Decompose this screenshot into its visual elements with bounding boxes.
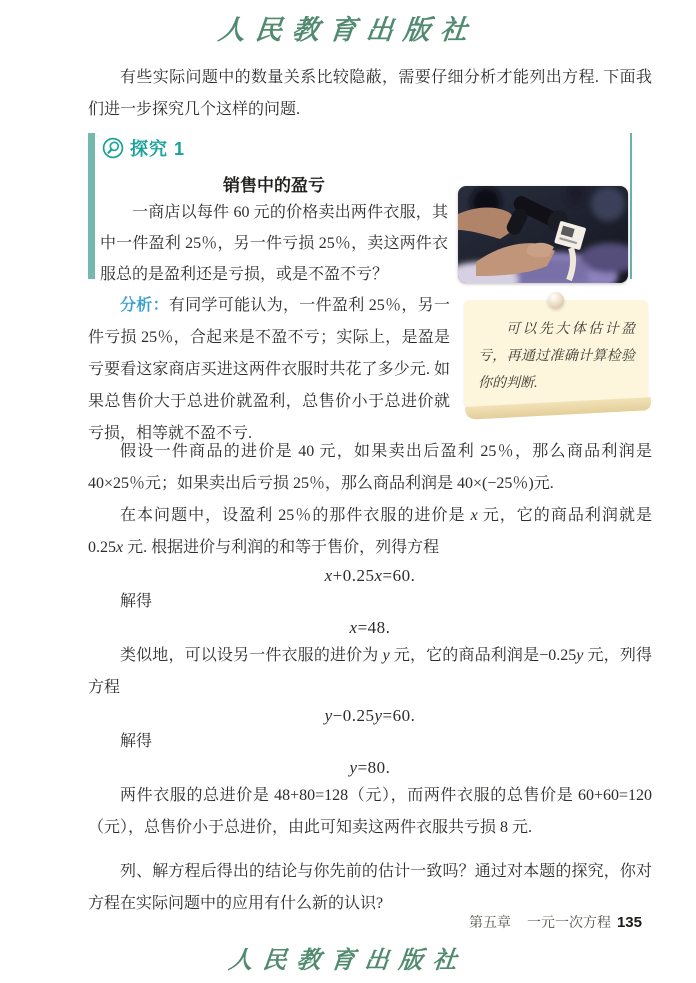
equation-2: y−0.25y=60. bbox=[324, 706, 416, 725]
explore-label: 探究 1 bbox=[130, 139, 186, 159]
magnifier-circle-icon bbox=[102, 137, 124, 159]
explore-header bbox=[102, 135, 185, 161]
intro-paragraph: 有些实际问题中的数量关系比较隐蔽，需要仔细分析才能列出方程. 下面我们进一步探究几个这样的问题. bbox=[88, 69, 652, 118]
page-number: 135 bbox=[616, 914, 642, 931]
publisher-logo-bottom: 人民教育出版社 bbox=[227, 948, 468, 974]
paragraph-assumption: 假设一件商品的进价是 40 元，如果卖出后盈利 25％，那么商品利润是 40×25％元；如果卖出后亏损 25％，那么商品利润是 40×(−25％)元. bbox=[88, 443, 652, 492]
analysis-label: 分析： bbox=[120, 297, 169, 314]
problem-text: 一商店以每件 60 元的价格卖出两件衣服，其中一件盈利 25％，另一件亏损 25％，卖这两件衣服总的是盈利还是亏损，或是不盈不亏？ bbox=[100, 204, 448, 283]
page-footer bbox=[469, 912, 642, 932]
price-tag-scanning-photo bbox=[458, 186, 628, 283]
paragraph-conclusion: 两件衣服的总进价是 48+80=128（元），而两件衣服的总售价是 60+60=120（元），总售价小于总进价，由此可知卖这两件衣服共亏损 8 元. bbox=[88, 787, 652, 836]
note-text: 可以先大体估计盈亏，再通过准确计算检验你的判断. bbox=[478, 322, 635, 391]
sticky-note bbox=[464, 300, 648, 408]
equation-1: x+0.25x=60. bbox=[324, 566, 416, 585]
explore-accent-bar bbox=[88, 133, 95, 279]
chapter-label: 第五章 bbox=[468, 916, 511, 931]
explore-right-rule bbox=[630, 133, 632, 279]
analysis-paragraph bbox=[88, 290, 450, 450]
solve-label-2: 解得 bbox=[120, 733, 153, 750]
paragraph-setup-x: 在本问题中，设盈利 25％的那件衣服的进价是 x 元，它的商品利润就是 0.25x 元. 根据进价与利润的和等于售价，列得方程 bbox=[88, 507, 652, 556]
equation-1-result: x=48. bbox=[349, 618, 391, 637]
analysis-text: 有同学可能认为，一件盈利 25％，另一件亏损 25％，合起来是不盈不亏；实际上，是盈是亏要看这家商店买进这两件衣服时共花了多少元. 如果总售价大于总进价就盈利，总售价小于总进价就亏损，相等就不盈不亏. bbox=[88, 297, 450, 442]
equation-2-result: y=80. bbox=[349, 758, 391, 777]
solve-label-1: 解得 bbox=[120, 593, 153, 610]
section-label: 一元一次方程 bbox=[526, 916, 611, 931]
problem-title: 销售中的盈亏 bbox=[223, 176, 325, 195]
explore-section bbox=[88, 133, 632, 283]
publisher-logo-top: 人民教育出版社 bbox=[216, 15, 479, 45]
note-pin-pearl bbox=[548, 292, 564, 308]
paragraph-setup-y: 类似地，可以设另一件衣服的进价为 y 元，它的商品利润是−0.25y 元，列得方程 bbox=[88, 647, 652, 696]
main-content bbox=[88, 436, 652, 920]
paragraph-question: 列、解方程后得出的结论与你先前的估计一致吗？通过对本题的探究，你对方程在实际问题中的应用有什么新的认识? bbox=[88, 863, 652, 912]
